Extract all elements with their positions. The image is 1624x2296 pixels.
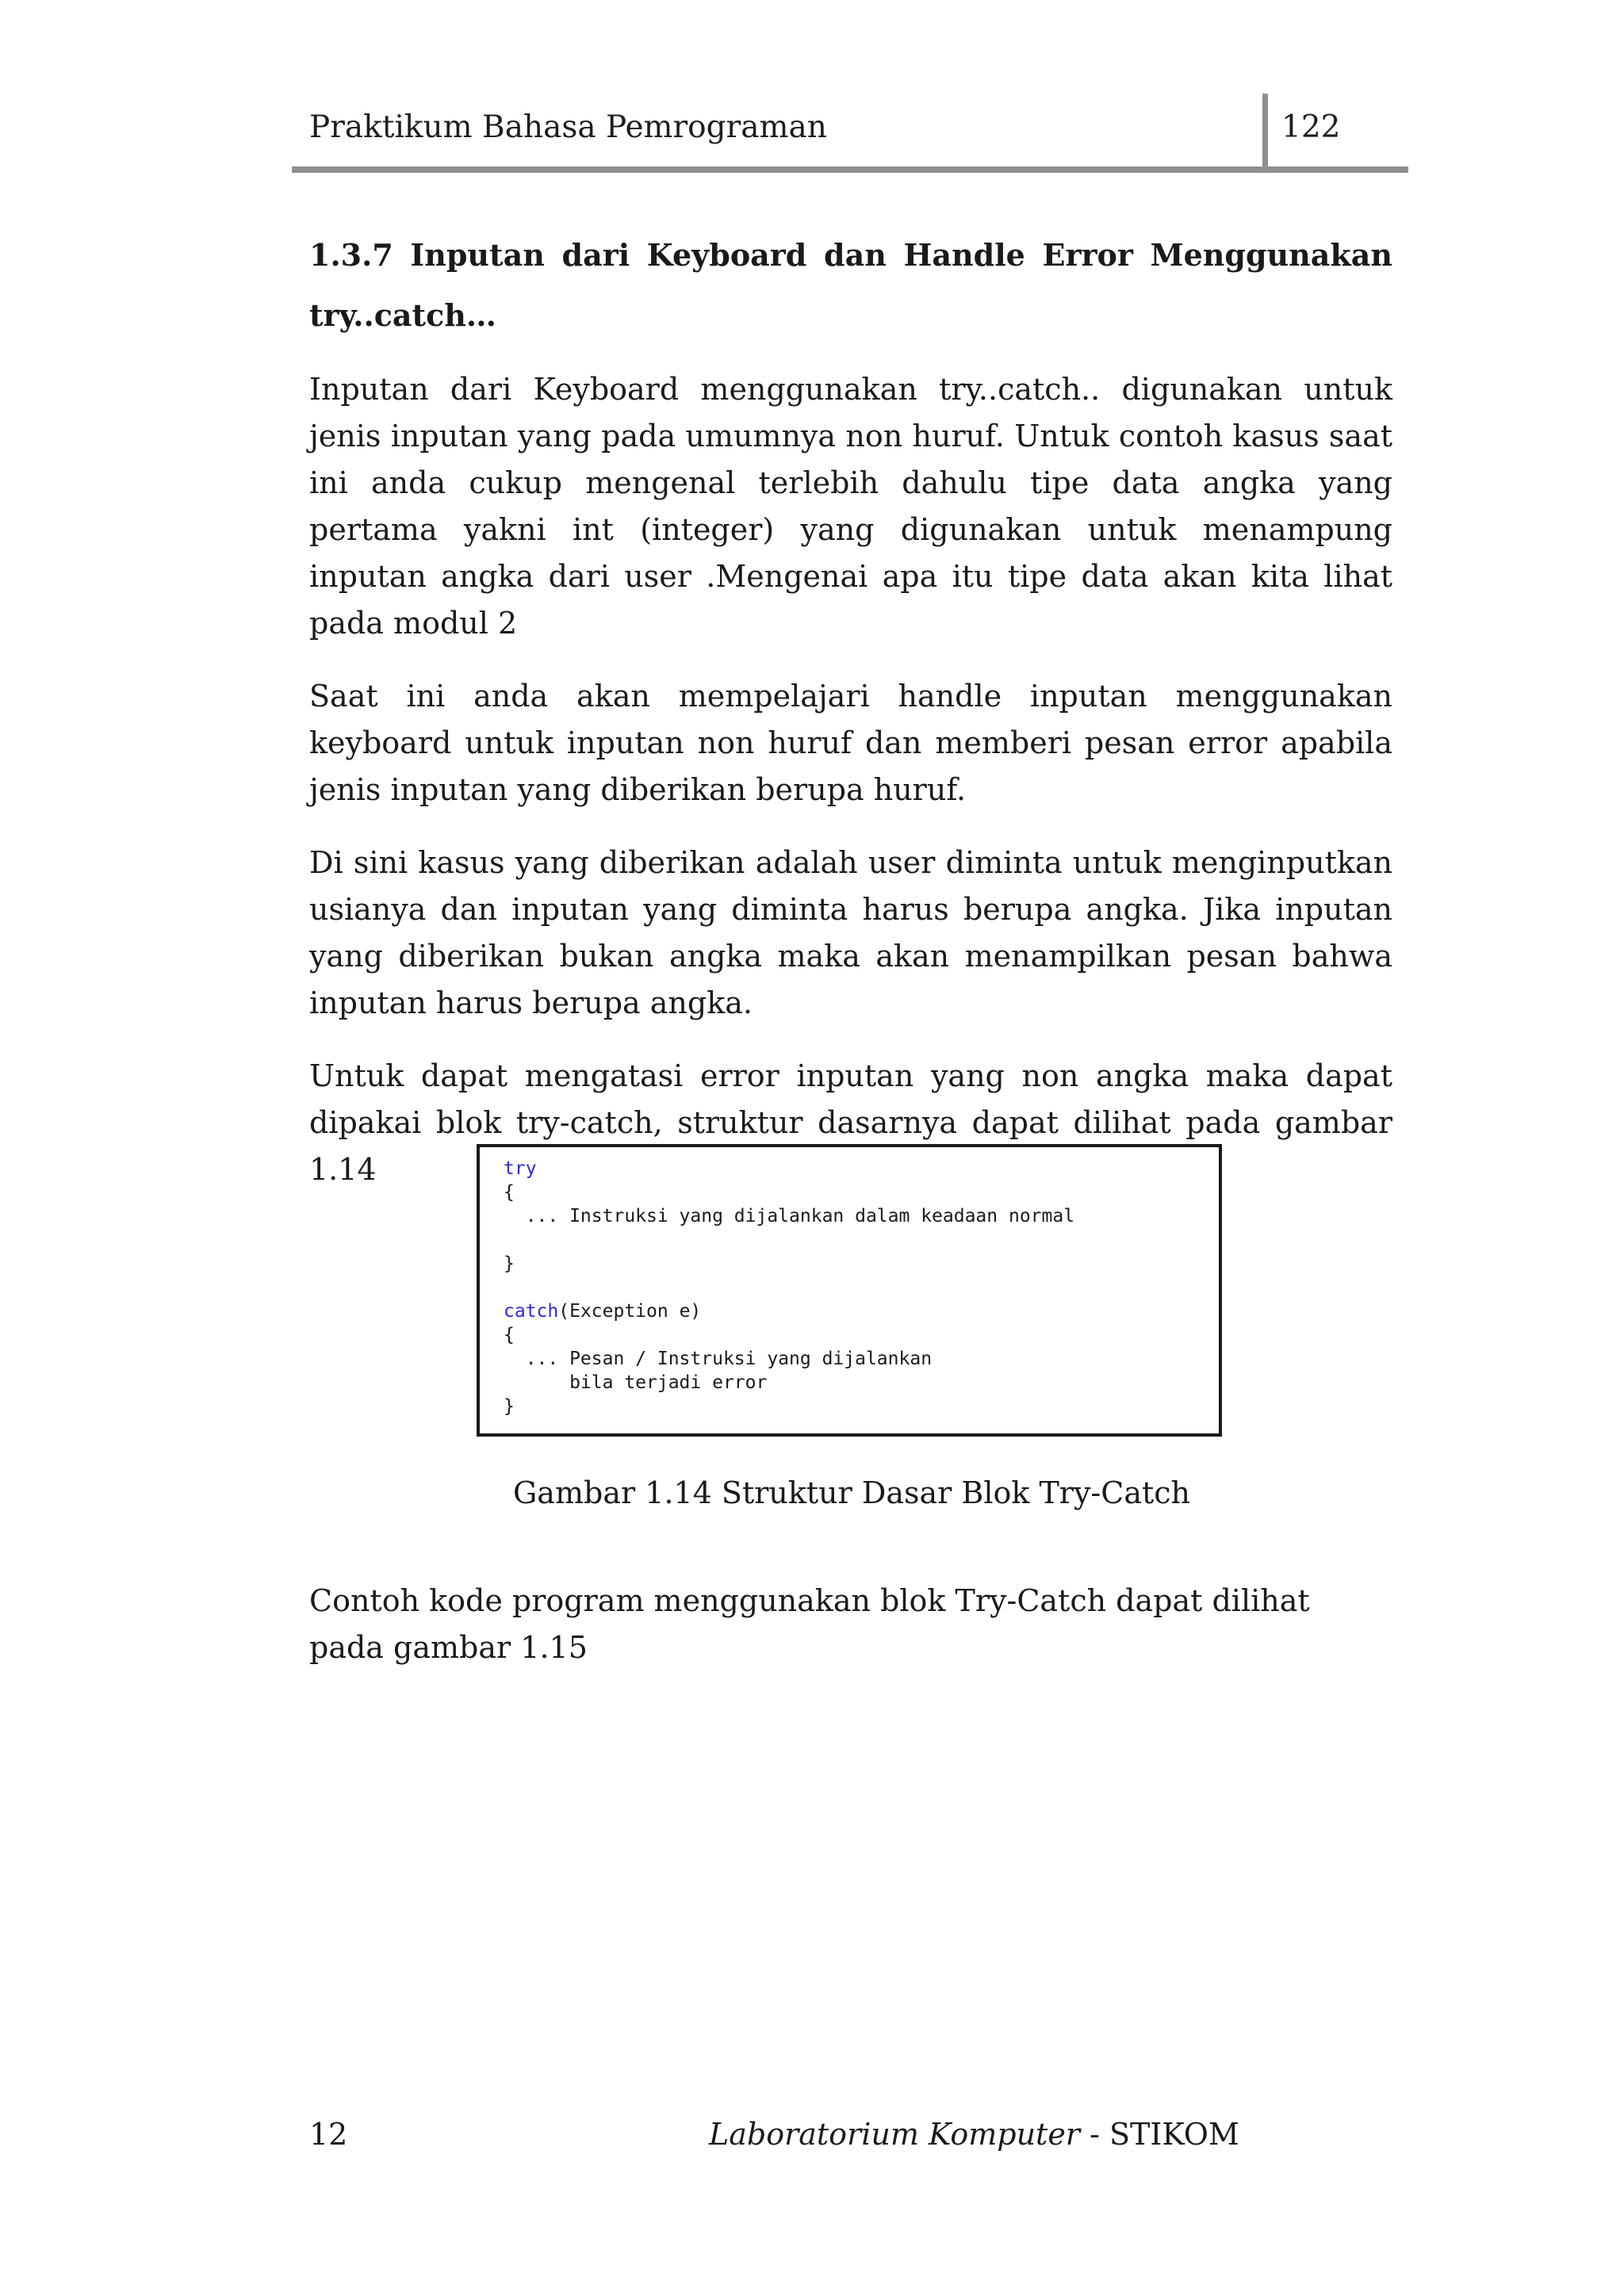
- code-try-keyword: try: [504, 1158, 537, 1179]
- paragraph-4: Untuk dapat mengatasi error inputan yang non angka maka dapat dipakai blok try-catch, struktur dasarnya dapat dilihat pada gambar 1.14: [309, 1058, 1392, 1187]
- paragraph-5: Contoh kode program menggunakan blok Try-Catch dapat dilihat pada gambar 1.15: [309, 1583, 1310, 1665]
- header-title: Praktikum Bahasa Pemrograman: [309, 109, 827, 145]
- code-open-brace: {: [504, 1182, 515, 1203]
- page-header: [292, 94, 1408, 173]
- paragraph-2: Saat ini anda akan mempelajari handle inputan menggunakan keyboard untuk inputan non huruf dan memberi pesan error apabila jenis inputan yang diberikan berupa huruf.: [309, 679, 1392, 807]
- footer-institution: [709, 2117, 1239, 2152]
- footer-separator: -: [1079, 2117, 1109, 2152]
- code-normal-instruction: ... Instruksi yang dijalankan dalam keadaan normal: [504, 1206, 1075, 1226]
- code-error-instruction: ... Pesan / Instruksi yang dijalankan: [504, 1349, 933, 1369]
- footer-lab-name: Laboratorium Komputer: [709, 2117, 1080, 2152]
- code-close-brace: }: [504, 1396, 515, 1417]
- footer-institution-name: STIKOM: [1109, 2117, 1239, 2152]
- section-heading: 1.3.7 Inputan dari Keyboard dan Handle Error Menggunakan try..catch…: [309, 237, 1392, 333]
- main-content: [309, 225, 1392, 1219]
- code-open-brace: {: [504, 1325, 515, 1345]
- code-close-brace: }: [504, 1253, 515, 1274]
- figure-caption: Gambar 1.14 Struktur Dasar Blok Try-Catch: [512, 1475, 1191, 1510]
- paragraph-3: Di sini kasus yang diberikan adalah user diminta untuk menginputkan usianya dan inputan yang diminta harus berupa angka. Jika inputan yang diberikan bukan angka maka akan menampilkan pesan bahwa inputan harus berupa angka.: [309, 845, 1392, 1020]
- header-divider-vertical: [1262, 94, 1268, 170]
- code-catch-keyword: catch: [504, 1301, 559, 1322]
- code-catch-line: [504, 1301, 701, 1322]
- footer-page-number: 12: [309, 2117, 348, 2152]
- header-rule: [292, 166, 1408, 173]
- paragraph-1: Inputan dari Keyboard menggunakan try..catch.. digunakan untuk jenis inputan yang pada umumnya non huruf. Untuk contoh kasus saat ini anda cukup mengenal terlebih dahulu tipe data angka yang pertama yakni int (integer) yang digunakan untuk menampung inputan angka dari user .Mengenai apa itu tipe data akan kita lihat pada modul 2: [309, 372, 1392, 641]
- code-figure: [477, 1144, 1222, 1437]
- code-error-instruction-cont: bila terjadi error: [504, 1372, 768, 1393]
- header-page-number: 122: [1281, 109, 1341, 145]
- code-catch-params: (Exception e): [558, 1301, 702, 1322]
